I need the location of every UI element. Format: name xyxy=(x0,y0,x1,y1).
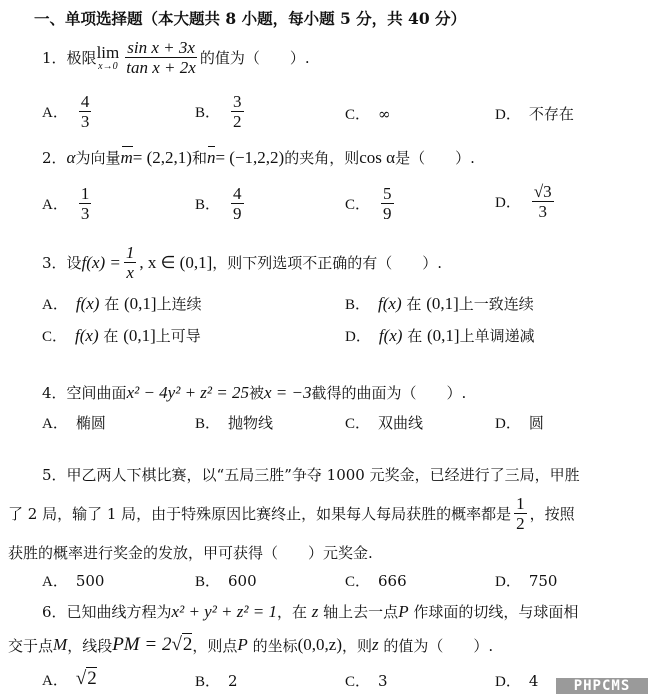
question-number: 2． xyxy=(42,149,67,167)
sqrt: √2 xyxy=(171,634,193,655)
option-a[interactable] xyxy=(42,570,104,591)
option-label: B． xyxy=(345,297,371,313)
question-number: 1． xyxy=(42,49,67,67)
option-label: D． xyxy=(495,107,521,123)
alpha: α xyxy=(66,147,76,167)
option-label: C． xyxy=(345,574,371,590)
option-text: 600 xyxy=(228,571,257,590)
option-text: 2 xyxy=(228,671,238,690)
option-label: D． xyxy=(495,574,521,590)
option-label: C． xyxy=(42,329,68,345)
question-number: 3． xyxy=(42,254,67,272)
option-text: 椭圆 xyxy=(75,414,106,432)
question-6-line-1 xyxy=(42,601,578,622)
q5-text: ，按照 xyxy=(529,505,575,523)
option-c[interactable] xyxy=(42,325,201,346)
fraction xyxy=(514,494,527,533)
q6-text: ，则 xyxy=(341,636,372,655)
option-label: C． xyxy=(345,674,371,690)
segment-expr: PM = 2 xyxy=(112,634,172,655)
option-text: 3 xyxy=(378,671,388,690)
function-expr: f(x) = xyxy=(81,252,121,272)
q6-text: ，线段 xyxy=(67,636,113,655)
option-a[interactable] xyxy=(42,412,106,433)
numerator: sin x + 3x xyxy=(127,38,195,57)
interval: (0,1] xyxy=(124,293,157,313)
numerator: 1 xyxy=(80,184,90,203)
numerator: 5 xyxy=(383,184,392,203)
q1-text: 极限 xyxy=(66,49,97,67)
denominator: 2 xyxy=(233,112,242,131)
option-label: D． xyxy=(345,329,371,345)
domain-expr: , x ∈ (0,1] xyxy=(139,252,213,272)
sqrt-radicand: 2 xyxy=(87,668,97,689)
fraction xyxy=(125,38,197,77)
option-label: D． xyxy=(495,195,521,211)
section-title: 一、单项选择题（本大题共 8 小题，每小题 5 分，共 40 分） xyxy=(34,9,467,28)
option-a[interactable] xyxy=(42,668,97,690)
option-a[interactable] xyxy=(42,184,94,223)
fraction xyxy=(532,182,554,221)
option-text: 抛物线 xyxy=(228,414,274,432)
fraction xyxy=(231,92,244,131)
denominator: x xyxy=(126,263,134,282)
question-4 xyxy=(42,382,466,403)
option-b[interactable] xyxy=(195,570,257,591)
question-2 xyxy=(42,147,475,168)
option-label: D． xyxy=(495,674,521,690)
sqrt: √2 xyxy=(75,668,97,689)
option-c[interactable] xyxy=(345,670,388,691)
q1-text: 的值为（ ）. xyxy=(199,49,310,67)
option-text: 500 xyxy=(75,571,105,590)
q6-text: ，在 xyxy=(276,603,307,621)
var-z: z xyxy=(311,601,319,621)
option-text: 上可导 xyxy=(155,327,201,345)
option-c[interactable] xyxy=(345,184,397,223)
option-label: B． xyxy=(195,105,221,121)
question-5-line-2 xyxy=(8,494,575,533)
interval: (0,1] xyxy=(427,325,460,345)
option-b[interactable] xyxy=(195,412,273,433)
q2-text: 是（ ）. xyxy=(395,149,475,167)
option-text: 666 xyxy=(378,571,407,590)
question-3 xyxy=(42,243,442,282)
option-label: A． xyxy=(42,574,68,590)
q2-text: 的夹角，则 xyxy=(284,149,360,167)
question-5-line-3: 获胜的概率进行奖金的发放，甲可获得（ ）元奖金. xyxy=(8,544,373,562)
numerator: 1 xyxy=(125,243,135,262)
q3-text: ，则下列选项不正确的有（ ）. xyxy=(212,254,443,272)
denominator: 9 xyxy=(233,204,242,223)
option-c[interactable] xyxy=(345,412,423,433)
option-label: A． xyxy=(42,416,68,432)
var-z: z xyxy=(372,635,379,654)
option-label: D． xyxy=(495,416,521,432)
q6-text: 轴上去一点 xyxy=(323,603,399,621)
option-label: C． xyxy=(345,197,371,213)
question-number: 4． xyxy=(42,384,67,402)
numerator: 3 xyxy=(233,92,242,111)
option-text: 4 xyxy=(528,671,539,690)
q2-text: 和 xyxy=(191,149,207,167)
option-d[interactable] xyxy=(495,570,557,591)
fraction xyxy=(381,184,394,223)
option-text: 双曲线 xyxy=(378,414,424,432)
q5-text: 了 2 局，输了 1 局，由于特殊原因比赛终止，如果每人每局获胜的概率都是 xyxy=(8,505,512,523)
interval: (0,1] xyxy=(426,293,459,313)
coordinate: (0,0,z) xyxy=(297,635,342,654)
option-label: A． xyxy=(42,672,68,689)
option-b[interactable] xyxy=(345,293,534,314)
option-a[interactable] xyxy=(42,293,202,314)
fraction xyxy=(231,184,244,223)
option-b[interactable] xyxy=(195,92,247,131)
vector-m: m xyxy=(120,147,133,167)
option-b[interactable] xyxy=(195,184,247,223)
option-label: A． xyxy=(42,197,68,213)
option-text: 上单调递减 xyxy=(459,327,535,345)
numerator: 4 xyxy=(233,184,242,203)
option-text: 上一致连续 xyxy=(458,295,534,313)
vector-n-value: = (−1,2,2) xyxy=(215,147,285,167)
var-p: P xyxy=(398,601,409,621)
option-text: 不存在 xyxy=(528,105,574,123)
denominator: 3 xyxy=(80,112,90,131)
sphere-equation: x² + y² + z² = 1 xyxy=(171,601,277,621)
option-text: 在 xyxy=(104,295,120,313)
vector-n: n xyxy=(206,147,216,167)
numerator: 1 xyxy=(516,494,525,513)
denominator: tan x + 2x xyxy=(126,58,196,77)
q3-text: 设 xyxy=(66,254,82,272)
option-b[interactable] xyxy=(195,670,238,691)
function-expr: f(x) xyxy=(378,293,402,313)
option-label: A． xyxy=(42,297,68,313)
q4-text: 截得的曲面为（ ）. xyxy=(311,384,467,402)
cos-alpha: cos α xyxy=(359,147,396,167)
q4-text: 被 xyxy=(248,384,264,402)
option-d[interactable] xyxy=(495,670,538,691)
option-d[interactable] xyxy=(495,103,574,124)
lim-word: lim xyxy=(96,43,120,62)
fraction xyxy=(79,92,92,131)
var-p: P xyxy=(237,635,248,654)
q6-text: 的坐标 xyxy=(252,636,298,655)
option-a[interactable] xyxy=(42,92,94,131)
option-text: 圆 xyxy=(528,414,544,432)
question-1 xyxy=(42,38,310,77)
option-text: 在 xyxy=(407,327,423,345)
interval: (0,1] xyxy=(123,325,156,345)
option-c[interactable] xyxy=(345,103,391,124)
option-d[interactable] xyxy=(495,182,557,221)
option-label: B． xyxy=(195,416,221,432)
denominator: 2 xyxy=(516,514,525,533)
lim-sub: x→0 xyxy=(98,61,118,72)
denominator: 3 xyxy=(80,204,90,223)
function-expr: f(x) xyxy=(378,325,403,345)
question-6-line-2 xyxy=(8,634,493,656)
option-label: C． xyxy=(345,107,371,123)
numerator: √3 xyxy=(533,182,552,201)
sqrt-radicand: 2 xyxy=(182,634,193,655)
q2-text: 为向量 xyxy=(75,149,121,167)
option-text: 上连续 xyxy=(156,295,202,313)
option-d[interactable] xyxy=(495,412,544,433)
q6-text: 交于点 xyxy=(8,636,54,655)
option-d[interactable] xyxy=(345,325,535,346)
watermark-logo: PHPCMS xyxy=(556,678,648,694)
option-label: B． xyxy=(195,574,221,590)
plane-equation: x = −3 xyxy=(264,382,312,402)
fraction xyxy=(79,184,92,223)
fraction xyxy=(124,243,137,282)
var-m: M xyxy=(53,635,68,654)
function-expr: f(x) xyxy=(75,325,99,345)
option-text: 在 xyxy=(103,327,119,345)
q6-text: 作球面的切线，与球面相 xyxy=(413,603,579,621)
limit xyxy=(97,43,120,72)
denominator: 9 xyxy=(383,204,392,223)
function-expr: f(x) xyxy=(75,293,100,313)
q6-text: 6．已知曲线方程为 xyxy=(42,603,172,621)
option-label: A． xyxy=(42,105,68,121)
denominator: 3 xyxy=(538,202,548,221)
option-c[interactable] xyxy=(345,570,407,591)
vector-m-value: = (2,2,1) xyxy=(132,147,192,167)
option-text: 在 xyxy=(406,295,422,313)
option-label: C． xyxy=(345,416,371,432)
option-label: B． xyxy=(195,674,221,690)
q6-text: ，则点 xyxy=(192,636,238,655)
q6-text: 的值为（ ）. xyxy=(383,636,494,655)
option-label: B． xyxy=(195,197,221,213)
question-5-line-1: 5．甲乙两人下棋比赛，以“五局三胜”争夺 1000 元奖金，已经进行了三局，甲胜 xyxy=(42,466,580,484)
option-text: 750 xyxy=(528,571,558,590)
option-text: ∞ xyxy=(378,104,391,123)
surface-equation: x² − 4y² + z² = 25 xyxy=(126,382,249,402)
numerator: 4 xyxy=(80,92,90,111)
q4-text: 空间曲面 xyxy=(66,384,127,402)
